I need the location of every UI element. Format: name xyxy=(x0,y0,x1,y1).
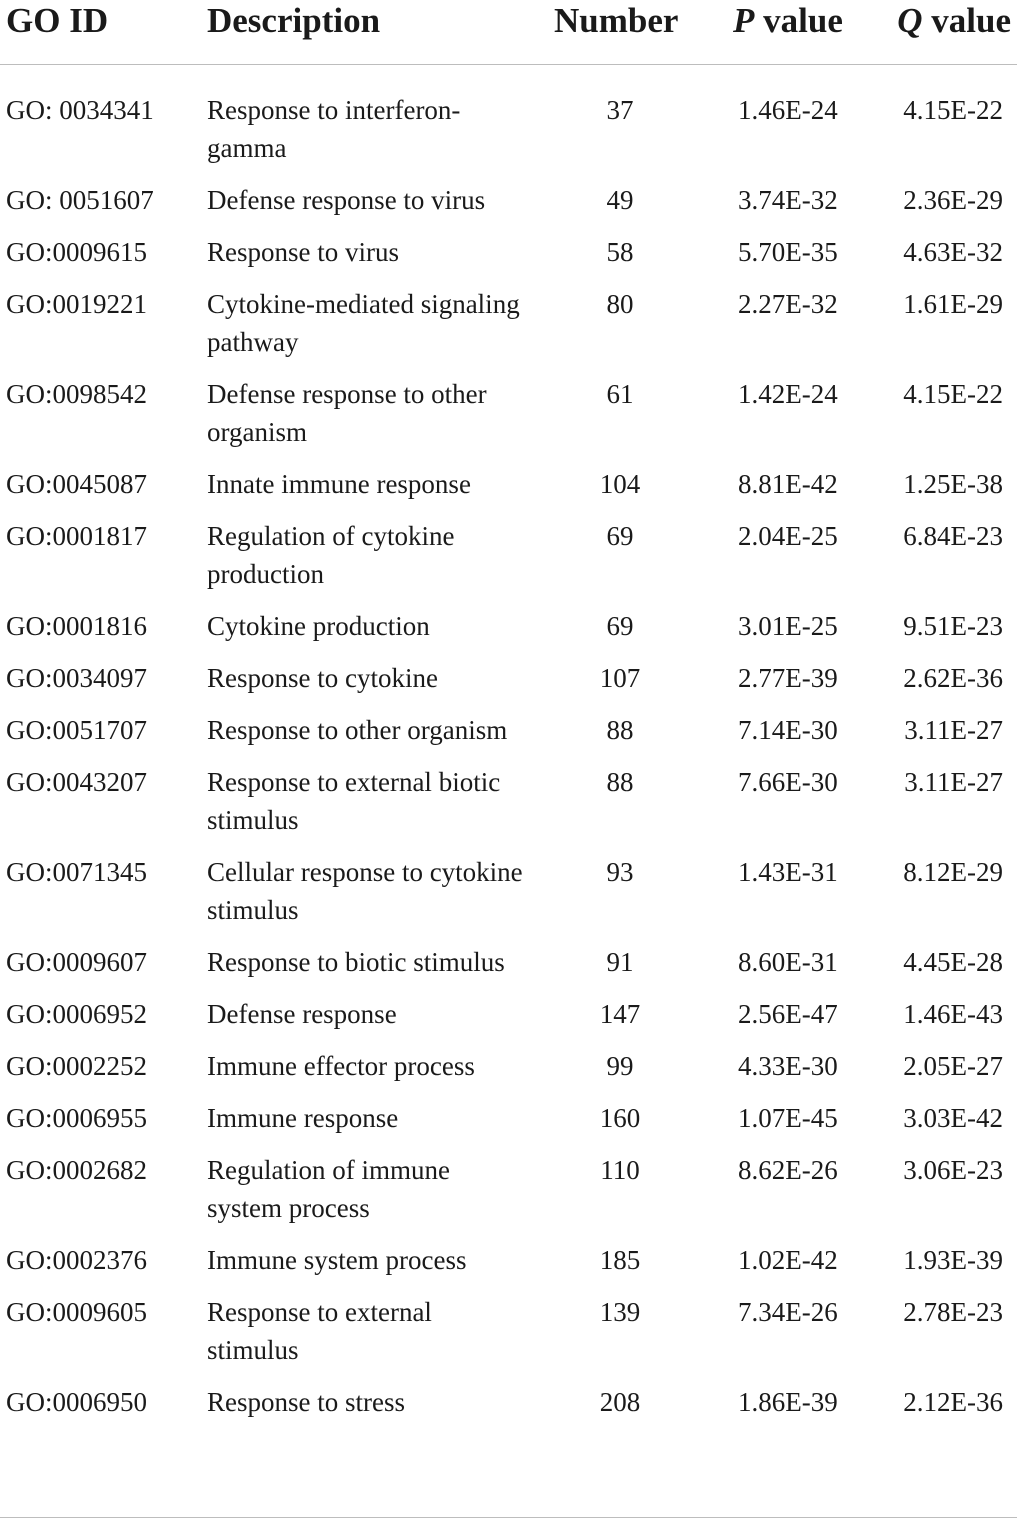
p-value-cell: 2.27E-32 xyxy=(738,289,838,319)
go-id-cell: GO:0045087 xyxy=(6,469,147,499)
q-value-cell: 4.15E-22 xyxy=(903,379,1003,409)
header-go-id: GO ID xyxy=(6,1,109,40)
number-cell: 69 xyxy=(606,611,634,641)
table-row xyxy=(0,853,1017,943)
p-value-cell: 7.34E-26 xyxy=(738,1297,838,1327)
go-id-cell: GO:0006955 xyxy=(6,1103,147,1133)
go-id-cell: GO:0002252 xyxy=(6,1051,147,1081)
q-value-cell: 2.12E-36 xyxy=(903,1387,1003,1417)
number-cell: 37 xyxy=(606,95,634,125)
table-row xyxy=(0,1047,1017,1099)
description-cell: Immune system process xyxy=(207,1245,467,1275)
p-value-cell: 8.60E-31 xyxy=(738,947,838,977)
number-cell: 58 xyxy=(606,237,634,267)
header-description: Description xyxy=(207,1,381,40)
p-value-cell: 7.66E-30 xyxy=(738,767,838,797)
q-value-cell: 3.11E-27 xyxy=(904,767,1003,797)
p-value-cell: 2.77E-39 xyxy=(738,663,838,693)
table-row xyxy=(0,1241,1017,1293)
p-value-cell: 1.42E-24 xyxy=(738,379,838,409)
header-q-value xyxy=(897,0,1011,42)
description-cell: Response to virus xyxy=(207,237,399,267)
p-value-cell: 1.07E-45 xyxy=(738,1103,838,1133)
q-value-cell: 4.63E-32 xyxy=(903,237,1003,267)
table-row xyxy=(0,517,1017,607)
number-cell: 139 xyxy=(599,1297,641,1327)
go-id-cell: GO:0006952 xyxy=(6,999,147,1029)
q-value-cell: 2.78E-23 xyxy=(903,1297,1003,1327)
q-value-cell: 3.03E-42 xyxy=(903,1103,1003,1133)
go-id-cell: GO:0098542 xyxy=(6,379,147,409)
header-q-rest: value xyxy=(922,1,1011,40)
number-cell: 88 xyxy=(606,715,634,745)
description-cell: Regulation of immune system process xyxy=(207,1155,450,1223)
description-cell: Cytokine-mediated signaling pathway xyxy=(207,289,520,357)
go-id-cell: GO: 0051607 xyxy=(6,185,154,215)
description-cell: Cellular response to cytokine stimulus xyxy=(207,857,523,925)
p-value-cell: 5.70E-35 xyxy=(738,237,838,267)
q-value-cell: 3.06E-23 xyxy=(903,1155,1003,1185)
number-cell: 104 xyxy=(599,469,641,499)
go-id-cell: GO:0034097 xyxy=(6,663,147,693)
p-value-cell: 1.86E-39 xyxy=(738,1387,838,1417)
p-value-cell: 8.81E-42 xyxy=(738,469,838,499)
q-value-cell: 2.36E-29 xyxy=(903,185,1003,215)
q-value-cell: 1.61E-29 xyxy=(903,289,1003,319)
go-id-cell: GO:0009607 xyxy=(6,947,147,977)
q-value-cell: 2.05E-27 xyxy=(903,1051,1003,1081)
go-id-cell: GO:0002376 xyxy=(6,1245,147,1275)
description-cell: Response to other organism xyxy=(207,715,508,745)
table-row xyxy=(0,91,1017,181)
go-id-cell: GO:0001817 xyxy=(6,521,147,551)
number-cell: 49 xyxy=(606,185,634,215)
q-value-cell: 9.51E-23 xyxy=(903,611,1003,641)
go-id-cell: GO:0043207 xyxy=(6,767,147,797)
description-cell: Defense response to virus xyxy=(207,185,486,215)
number-cell: 107 xyxy=(599,663,641,693)
go-id-cell: GO:0071345 xyxy=(6,857,147,887)
number-cell: 88 xyxy=(606,767,634,797)
table-body xyxy=(0,91,1017,1435)
q-value-cell: 3.11E-27 xyxy=(904,715,1003,745)
q-value-cell: 1.25E-38 xyxy=(903,469,1003,499)
header-p-rest: value xyxy=(754,1,843,40)
p-value-cell: 7.14E-30 xyxy=(738,715,838,745)
description-cell: Innate immune response xyxy=(207,469,471,499)
number-cell: 110 xyxy=(600,1155,640,1185)
go-id-cell: GO: 0034341 xyxy=(6,95,154,125)
number-cell: 185 xyxy=(599,1245,641,1275)
description-cell: Response to interferon-gamma xyxy=(207,95,461,163)
number-cell: 80 xyxy=(606,289,634,319)
table-row xyxy=(0,659,1017,711)
description-cell: Response to biotic stimulus xyxy=(207,947,505,977)
p-value-cell: 4.33E-30 xyxy=(738,1051,838,1081)
number-cell: 99 xyxy=(606,1051,634,1081)
table-row xyxy=(0,607,1017,659)
header-q-italic: Q xyxy=(897,1,923,40)
description-cell: Response to cytokine xyxy=(207,663,438,693)
header-number: Number xyxy=(554,1,679,40)
q-value-cell: 8.12E-29 xyxy=(903,857,1003,887)
description-cell: Immune response xyxy=(207,1103,399,1133)
header-p-italic: P xyxy=(733,1,755,40)
number-cell: 61 xyxy=(606,379,634,409)
table-row xyxy=(0,943,1017,995)
description-cell: Response to external stimulus xyxy=(207,1297,432,1365)
description-cell: Response to stress xyxy=(207,1387,405,1417)
p-value-cell: 2.56E-47 xyxy=(738,999,838,1029)
description-cell: Immune effector process xyxy=(207,1051,475,1081)
table-row xyxy=(0,375,1017,465)
go-id-cell: GO:0051707 xyxy=(6,715,147,745)
table-row xyxy=(0,285,1017,375)
description-cell: Response to external biotic stimulus xyxy=(207,767,501,835)
bottom-rule xyxy=(0,1517,1017,1518)
p-value-cell: 3.74E-32 xyxy=(738,185,838,215)
q-value-cell: 4.45E-28 xyxy=(903,947,1003,977)
go-id-cell: GO:0001816 xyxy=(6,611,147,641)
table-row xyxy=(0,1099,1017,1151)
description-cell: Defense response to other organism xyxy=(207,379,487,447)
number-cell: 91 xyxy=(606,947,634,977)
number-cell: 69 xyxy=(606,521,634,551)
header-p-value xyxy=(733,0,843,42)
table-row xyxy=(0,465,1017,517)
p-value-cell: 8.62E-26 xyxy=(738,1155,838,1185)
description-cell: Defense response xyxy=(207,999,397,1029)
p-value-cell: 1.02E-42 xyxy=(738,1245,838,1275)
number-cell: 147 xyxy=(599,999,641,1029)
go-id-cell: GO:0006950 xyxy=(6,1387,147,1417)
table-row xyxy=(0,1151,1017,1241)
p-value-cell: 3.01E-25 xyxy=(738,611,838,641)
q-value-cell: 2.62E-36 xyxy=(903,663,1003,693)
q-value-cell: 4.15E-22 xyxy=(903,95,1003,125)
table-row xyxy=(0,1293,1017,1383)
table-row xyxy=(0,711,1017,763)
number-cell: 93 xyxy=(606,857,634,887)
p-value-cell: 1.46E-24 xyxy=(738,95,838,125)
q-value-cell: 6.84E-23 xyxy=(903,521,1003,551)
table-row xyxy=(0,233,1017,285)
number-cell: 160 xyxy=(599,1103,641,1133)
table-header xyxy=(0,0,1017,65)
number-cell: 208 xyxy=(599,1387,641,1417)
description-cell: Cytokine production xyxy=(207,611,430,641)
q-value-cell: 1.93E-39 xyxy=(903,1245,1003,1275)
go-id-cell: GO:0009615 xyxy=(6,237,147,267)
table-row xyxy=(0,995,1017,1047)
description-cell: Regulation of cytokine production xyxy=(207,521,455,589)
go-id-cell: GO:0009605 xyxy=(6,1297,147,1327)
q-value-cell: 1.46E-43 xyxy=(903,999,1003,1029)
go-id-cell: GO:0002682 xyxy=(6,1155,147,1185)
p-value-cell: 1.43E-31 xyxy=(738,857,838,887)
table-row xyxy=(0,1383,1017,1435)
table-row xyxy=(0,763,1017,853)
p-value-cell: 2.04E-25 xyxy=(738,521,838,551)
go-id-cell: GO:0019221 xyxy=(6,289,147,319)
table-row xyxy=(0,181,1017,233)
